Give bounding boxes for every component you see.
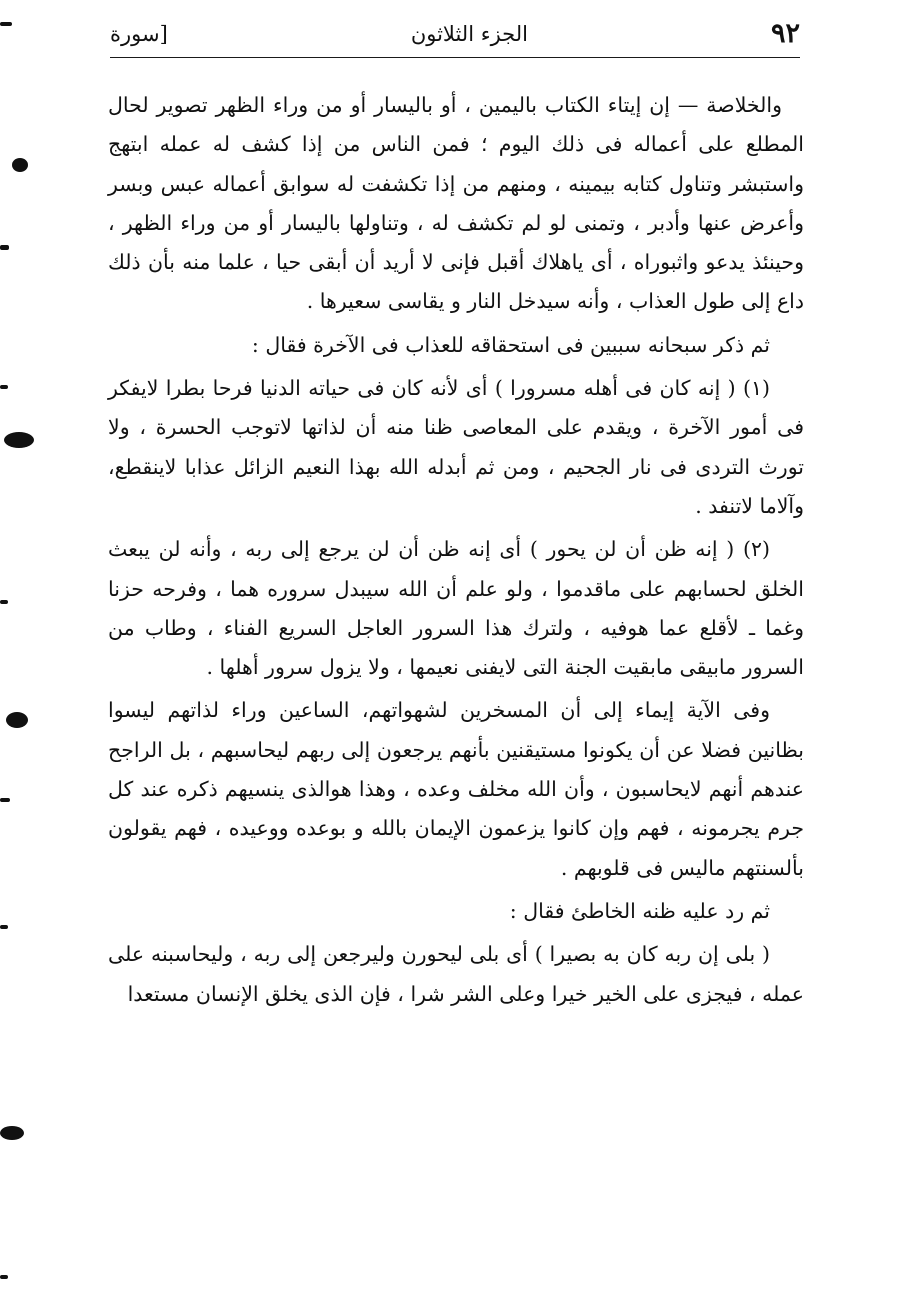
paragraph-reason-one: (١) ( إنه كان فى أهله مسرورا ) أى لأنه كان فى حياته الدنيا فرحا بطرا لايفكر فى أمور الآخرة ، ويقدم على المعاصى ظنا منه أن لذاتها لاتوجب الحسرة ، ولا تورث التردى فى نار الجحيم ، ومن ثم أبدله الله بهذا النعيم الزائل عذابا لاينقطع، وآلاما لاتنفد .: [108, 376, 805, 518]
paragraph-rebuttal-intro: ثم رد عليه ظنه الخاطئ فقال :: [509, 898, 770, 923]
margin-mark: [0, 385, 8, 389]
paragraph-reason-two: (٢) ( إنه ظن أن لن يحور ) أى إنه ظن أن لن يرجع إلى ربه ، وأنه لن يبعث الخلق لحسابهم على ماقدموا ، ولو علم أن الله سيبدل سروره هما ، وفرحه حزنا وغما ـ لأقلع عما هوفيه ، ولترك هذا السرور العاجل السريع الفناء ، وطاب من السرور مابيقى مابقيت الجنة التى لايفنى نعيمها ، ولا يزول سرور أهلها .: [108, 537, 804, 680]
surah-label: [سورة: [110, 21, 168, 46]
paragraph-allusion: وفى الآية إيماء إلى أن المسخرين لشهواتهم، الساعين وراء لذاتهم ليسوا بظانين فضلا عن أن يكونوا مستيقنين بأنهم يرجعون إلى ربهم ليحاسبهم ، بل الراجح عندهم أنهم لايحاسبون ، وأن الله مخلف وعده ، وهذا هوالذى ينسيهم ذكره عند كل جرم يجرمونه ، فهم وإن كانوا يزعمون الإيمان بالله و بوعده ووعيده ، فهم يقولون بألسنتهم ماليس فى قلوبهم .: [108, 698, 804, 880]
page-header: [110, 10, 800, 58]
margin-mark: [0, 600, 8, 604]
margin-mark: [0, 1275, 8, 1279]
paragraph-transition: ثم ذكر سبحانه سببين فى استحقاقه للعذاب فى الآخرة فقال :: [251, 332, 770, 357]
paragraph-rebuttal: ( بلى إن ربه كان به بصيرا ) أى بلى ليحورن وليرجعن إلى ربه ، وليحاسبنه على عمله ، فيجزى على الخير خيرا وعلى الشر شرا ، فإن الذى يخلق الإنسان مستعدا: [108, 942, 804, 1006]
paragraph-summary: والخلاصة — إن إيتاء الكتاب باليمين ، أو باليسار أو من وراء الظهر تصوير لحال المطلع على أعماله فى ذلك اليوم ؛ فمن الناس من إذا كشف له عمله ابتهج واستبشر وتناول كتابه بيمينه ، ومنهم من إذا تكشفت له سوابق أعماله عبس وبسر وأعرض عنها وأدبر ، وتمنى لو لم تكشف له ، وتناولها باليسار أو من وراء الظهر ، وحينئذ يدعو واثبوراه ، أى ياهلاك أقبل فإنى لا أريد أن أبقى حيا ، علما منه بأن ذلك داع إلى طول العذاب ، وأنه سيدخل النار و يقاسى سعيرها .: [108, 93, 804, 314]
margin-mark: [0, 925, 8, 929]
margin-blot: [0, 1126, 24, 1140]
margin-mark: [0, 22, 12, 26]
margin-blot: [4, 432, 34, 448]
margin-mark: [0, 798, 10, 802]
margin-mark: [0, 245, 9, 250]
margin-blot: [6, 712, 28, 728]
page-body: [108, 86, 804, 1018]
page-number: ٩٢: [770, 18, 800, 49]
part-title: الجزء الثلاثون: [410, 21, 528, 46]
margin-blot: [12, 158, 28, 172]
